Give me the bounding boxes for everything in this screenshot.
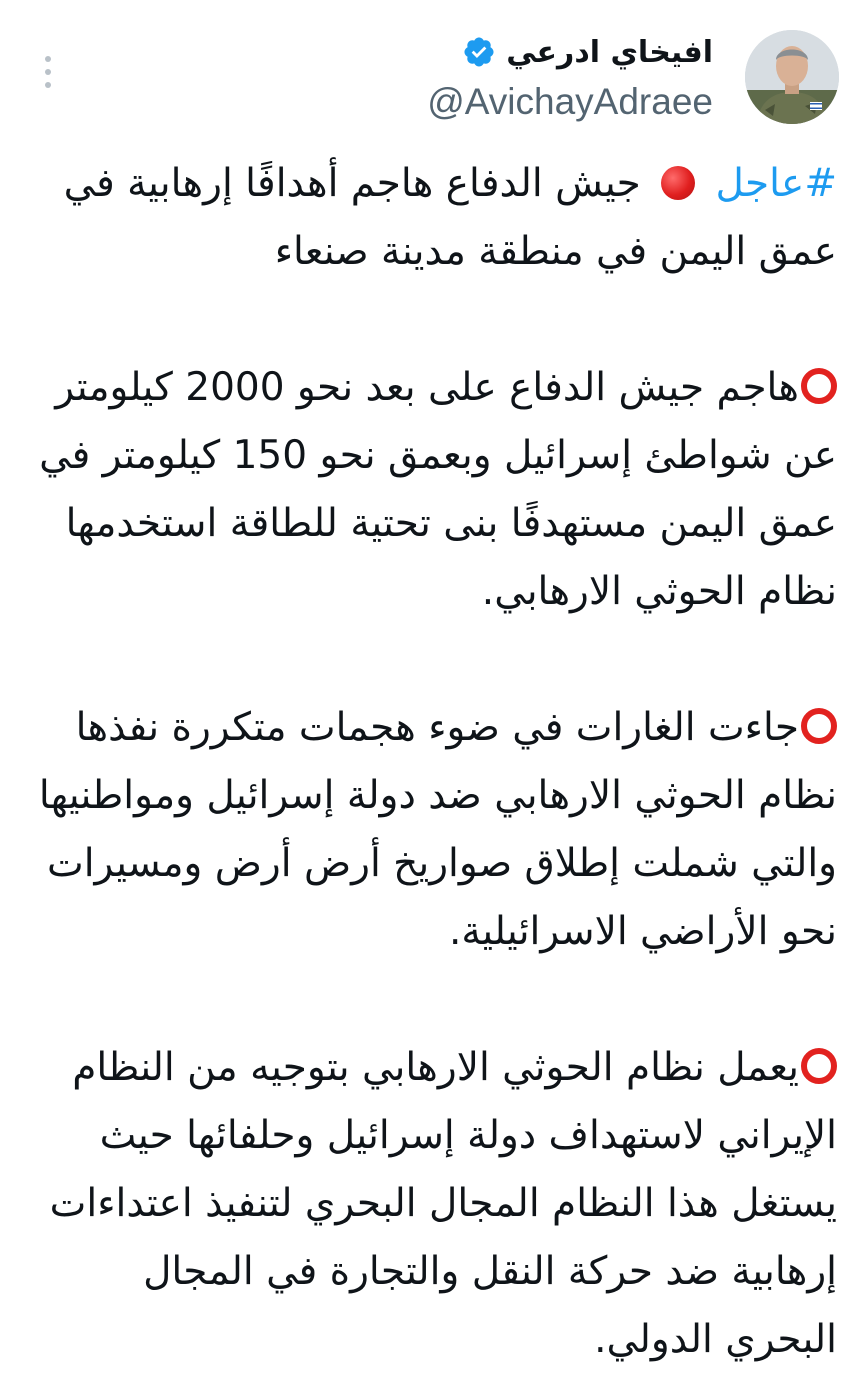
more-vertical-icon-dot — [45, 69, 51, 75]
headline-text: جيش الدفاع هاجم أهدافًا إرهابية في عمق اليمن في منطقة مدينة صنعاء — [63, 161, 837, 274]
tweet-bullet-1 — [25, 354, 837, 626]
tweet-header — [0, 26, 867, 130]
author-handle[interactable]: @AvichayAdraee — [427, 81, 713, 122]
avatar[interactable] — [745, 30, 839, 124]
more-vertical-icon — [45, 56, 51, 62]
hashtag-link[interactable]: #عاجل — [715, 161, 837, 206]
hollow-red-circle-emoji — [801, 708, 837, 744]
tweet-text — [25, 150, 837, 1374]
tweet-headline — [25, 150, 837, 286]
tweet-bullet-2 — [25, 694, 837, 966]
author-names — [427, 26, 713, 124]
tweet-bullet-3 — [25, 1034, 837, 1374]
display-name[interactable]: افيخاي ادرعي — [506, 34, 713, 70]
more-vertical-icon-dot — [45, 82, 51, 88]
bullet-text: جاءت الغارات في ضوء هجمات متكررة نفذها نظام الحوثي الارهابي ضد دولة إسرائيل ومواطنيها والتي شملت إطلاق صواريخ أرض أرض ومسيرات نحو الأراضي الاسرائيلية. — [38, 705, 837, 954]
more-options-button[interactable] — [30, 48, 66, 96]
red-circle-emoji — [661, 166, 695, 200]
verified-badge-icon — [462, 35, 496, 69]
bullet-text: يعمل نظام الحوثي الارهابي بتوجيه من النظام الإيراني لاستهداف دولة إسرائيل وحلفائها حيث يستغل هذا النظام المجال البحري لتنفيذ اعتداءات إرهابية ضد حركة النقل والتجارة في المجال البحري الدولي. — [49, 1045, 837, 1362]
hollow-red-circle-emoji — [801, 368, 837, 404]
display-name-row — [427, 26, 713, 78]
hollow-red-circle-emoji — [801, 1048, 837, 1084]
bullet-text: هاجم جيش الدفاع على بعد نحو 2000 كيلومتر عن شواطئ إسرائيل وبعمق نحو 150 كيلومتر في عمق اليمن مستهدفًا بنى تحتية للطاقة استخدمها نظام الحوثي الارهابي. — [39, 365, 837, 614]
